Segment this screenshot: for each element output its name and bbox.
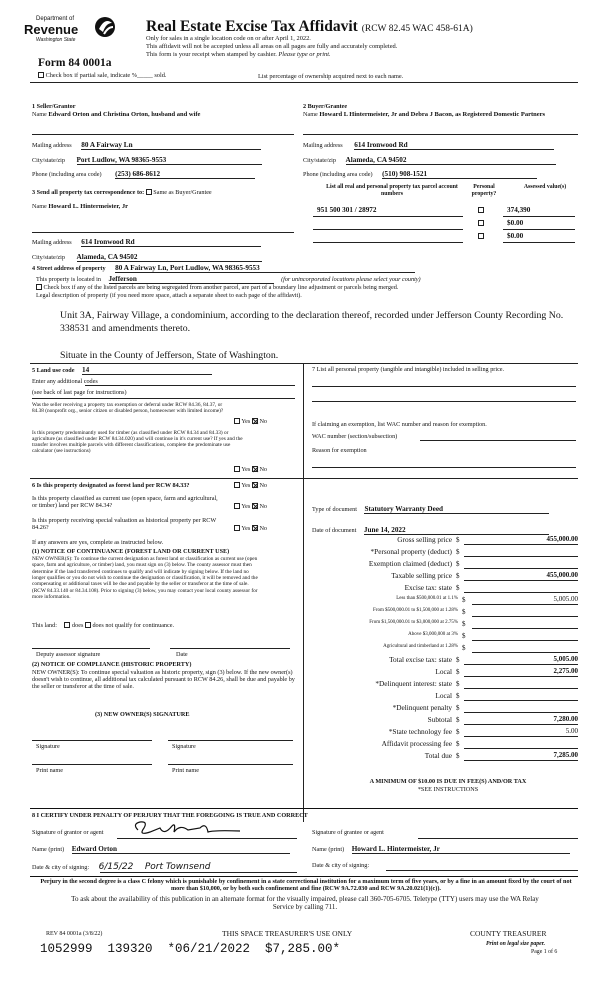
land-use-code[interactable]: 14 [82, 366, 212, 375]
grantor-date[interactable]: 6/15/22 [98, 862, 134, 872]
notice-compliance-title: (2) NOTICE OF COMPLIANCE (HISTORIC PROPERTY) [32, 661, 192, 668]
doc-date[interactable]: June 14, 2022 [364, 526, 549, 535]
tax-row-dollar: $ [462, 620, 466, 628]
see-instructions: *SEE INSTRUCTIONS [417, 786, 479, 793]
current-use-no-checkbox[interactable] [252, 503, 258, 509]
timber-yes-no [234, 466, 267, 473]
correspondence-name[interactable]: Howard L. Hintermeister, Jr [48, 203, 129, 210]
tax-row-dollar: $ [456, 656, 460, 664]
parcel-col-header: List all real and personal property tax parcel account numbers [326, 184, 458, 197]
correspondence-name-row [32, 203, 128, 210]
tax-row-dollar: $ [456, 536, 460, 544]
tax-row-dollar: $ [462, 608, 466, 616]
buyer-name-row [303, 111, 573, 118]
tax-row-dollar: $ [456, 548, 460, 556]
certify-heading: 8 I CERTIFY UNDER PENALTY OF PERJURY THAT THE FOREGOING IS TRUE AND CORRECT [32, 812, 308, 819]
tax-row [312, 631, 578, 643]
tax-row-value[interactable]: 7,280.00 [464, 715, 578, 725]
percentage-note: List percentage of ownership acquired next to each name. [258, 73, 404, 80]
current-use-yes-checkbox[interactable] [234, 503, 240, 509]
notice-continuance-body: NEW OWNER(S): To continue the current designation as forest land or classification as current use (open space, farm and agriculture, or timber) land, you must sign on (3) below. The county assessor must then determine if the land transferred continues to qualify and will indicate by signing below. If the land no longer qualifies or you do not wish to continue the designation or classification, it will be removed and the compensating or additional taxes will be due and payable by the seller or transferor at the time of sale. (RCW 84.33.140 or 84.34.108). Prior to signing (3) below, you may contact your local county assessor for more information. [32, 556, 258, 601]
tax-row-dollar: $ [456, 668, 460, 676]
grantor-name-label: Name (print) [32, 846, 65, 853]
timber-question [32, 430, 252, 454]
grantee-name-label: Name (print) [312, 846, 345, 853]
partial-sale-label: Check box if partial sale, indicate %_____ sold. [45, 72, 167, 79]
tax-row-label: *State technology fee [388, 727, 452, 736]
legal-size-note: Print on legal size paper. [486, 941, 546, 947]
same-as-buyer-checkbox[interactable] [146, 189, 152, 195]
tax-row [312, 595, 578, 607]
does-checkbox[interactable] [64, 622, 70, 628]
tax-row-label: Subtotal [427, 715, 452, 724]
partial-sale-row[interactable] [38, 72, 166, 79]
grantee-date-label: Date & city of signing: [312, 862, 370, 869]
tax-row-dollar: $ [462, 596, 466, 604]
tax-row-value[interactable] [472, 631, 578, 641]
tax-row-label: Agricultural and timberland at 1.28% [383, 644, 458, 649]
historic-yes-label: Yes [241, 525, 251, 532]
tax-row-value[interactable] [472, 619, 578, 629]
doc-date-label: Date of document [312, 527, 357, 534]
exemption-question: Was the seller receiving a property tax exemption or deferral under RCW 84.36, 84.37, or 84.38 (nonprofit org., senior citizen or disabled person, homeowner with limited income)? [32, 402, 224, 415]
tax-row [312, 559, 578, 571]
seller-name-label: Name [32, 111, 47, 118]
current-use-yes-label: Yes [241, 503, 251, 510]
grantor-name-row [32, 845, 290, 854]
cashier-stamp: 1052999 139320 *06/21/2022 $7,285.00* [40, 942, 341, 956]
tax-row [312, 619, 578, 631]
additional-codes-label: Enter any additional codes [32, 378, 98, 385]
legal-label: Legal description of property (if you need more space, attach a separate sheet to each page of the affidavit). [36, 292, 302, 299]
form-revision: REV 84 0001a (3/8/22) [46, 931, 103, 937]
personal-property-checkbox[interactable] [478, 207, 484, 213]
minimum-due: A MINIMUM OF $10.00 IS DUE IN FEE(S) AND/OR TAX [369, 778, 527, 785]
tax-row-label: Exemption claimed (deduct) [368, 559, 452, 568]
seller-mailing-label: Mailing address [32, 142, 72, 149]
buyer-heading: 2 Buyer/Grantee [303, 103, 348, 110]
tax-row-dollar: $ [456, 728, 460, 736]
buyer-name-label: Name [303, 111, 318, 118]
tax-row-value[interactable]: 5.00 [464, 727, 578, 737]
assessed-value[interactable]: 374,390 [507, 206, 531, 214]
buyer-city-label: City/state/zip [303, 157, 336, 164]
seller-mailing[interactable]: 80 A Fairway Ln [81, 141, 261, 150]
segregated-checkbox[interactable] [36, 284, 42, 290]
form-title-text: Real Estate Excise Tax Affidavit [146, 18, 358, 35]
header-note-3-italic: Please type or print. [278, 51, 331, 58]
seller-phone-label: Phone (including area code) [32, 171, 102, 178]
tax-row-dollar: $ [456, 704, 460, 712]
personal-property-col-header: Personal property? [471, 184, 497, 197]
tax-row-label: *Delinquent interest: state [375, 679, 452, 688]
tax-row-dollar: $ [462, 632, 466, 640]
exemption-no-checkbox[interactable] [252, 418, 258, 424]
accessibility-notice: To ask about the availability of this publication in an alternate format for the visually impaired, please call 360-705-6705. Teletype (TTY) users may use the WA Relay Service by calling 711. [71, 895, 539, 912]
new-owner-signature-1: Signature [36, 743, 60, 750]
tax-row-value[interactable]: 7,285.00 [464, 751, 578, 761]
new-owner-signature-heading: (3) NEW OWNER(S) SIGNATURE [95, 711, 190, 718]
buyer-city-row [303, 156, 556, 165]
tax-row-label: Local [435, 667, 452, 676]
timber-no-checkbox[interactable] [252, 466, 258, 472]
notice-compliance-body: NEW OWNER(S): To continue special valuation as historic property, sign (3) below. If the new owner(s) doesn't wish to continue, all additional tax calculated pursuant to RCW 84.26, shall be due and payable by the seller or transferor at the time of sale. [32, 669, 295, 691]
forest-no-checkbox[interactable] [252, 482, 258, 488]
grantee-name-row [312, 845, 570, 854]
partial-sale-checkbox[interactable] [38, 72, 44, 78]
buyer-mailing[interactable]: 614 Ironwood Rd [354, 141, 554, 150]
tax-row [312, 655, 578, 667]
forest-yes-checkbox[interactable] [234, 482, 240, 488]
county-treasurer: COUNTY TREASURER [470, 929, 547, 938]
tax-row [312, 703, 578, 715]
seller-city[interactable]: Port Ludlow, WA 98365-9553 [77, 156, 262, 165]
does-label: does [72, 622, 84, 629]
buyer-mailing-label: Mailing address [303, 142, 343, 149]
does-not-checkbox[interactable] [85, 622, 91, 628]
tax-row-dollar: $ [456, 740, 460, 748]
tax-row-value[interactable] [472, 607, 578, 617]
grantee-name[interactable]: Howard L. Hintermeister, Jr [352, 845, 570, 854]
timber-no-label: No [259, 466, 267, 473]
tax-row-value[interactable] [464, 547, 578, 557]
personal-property-heading: 7 List all personal property (tangible and intangible) included in selling price. [312, 366, 505, 373]
header-note-3-text: This form is your receipt when stamped by cashier. [146, 51, 277, 58]
deputy-signature-label: Deputy assessor signature [36, 651, 101, 658]
tax-row-label: Total excise tax: state [389, 655, 452, 664]
legal-description[interactable]: Unit 3A, Fairway Village, a condominium, according to the declaration thereof, recorded under Jefferson County Recording No. 338531 and amendments thereto. [60, 310, 564, 334]
tax-row [312, 607, 578, 619]
timber-yes-checkbox[interactable] [234, 466, 240, 472]
timber-yes-label: Yes [241, 466, 251, 473]
tax-row-dollar: $ [462, 644, 466, 652]
buyer-phone-label: Phone (including area code) [303, 171, 373, 178]
forest-land-question: 6 Is this property designated as forest land per RCW 84.33? [32, 482, 190, 489]
tax-row-label: Gross selling price [397, 535, 452, 544]
tax-row-label: Less than $500,000.01 at 1.1% [396, 596, 458, 601]
tax-row-label: Affidavit processing fee [381, 739, 452, 748]
seller-city-label: City/state/zip [32, 157, 65, 164]
grantor-date-row [32, 862, 210, 872]
dor-logo-mark [94, 15, 116, 39]
wac-label: WAC number (section/subsection) [312, 433, 398, 440]
correspondence-city-label: City/state/zip [32, 254, 65, 261]
seller-heading: 1 Seller/Grantor [32, 103, 76, 110]
tax-row-label: From $1,500,000.01 to $3,000,000 at 2.75% [369, 620, 458, 625]
tax-row [312, 715, 578, 727]
tax-row-value[interactable] [464, 703, 578, 713]
tax-table [312, 535, 578, 763]
doc-type-label: Type of document [312, 506, 357, 513]
does-not-label: does not qualify for continuance. [92, 622, 175, 629]
tax-row [312, 643, 578, 655]
doc-type-row [312, 505, 549, 514]
header-note-2: This affidavit will not be accepted unless all areas on all pages are fully and accurately completed. [146, 43, 398, 50]
tax-row-value[interactable]: 5,005.00 [472, 595, 578, 605]
tax-row-value[interactable]: 2,275.00 [464, 667, 578, 677]
buyer-name[interactable]: Howard L Hintermeister, Jr and Debra J Bacon, as Registered Domestic Partners [319, 111, 546, 118]
seller-name[interactable]: Edward Orton and Christina Orton, husband and wife [48, 111, 201, 118]
historic-yes-no [234, 525, 267, 532]
tax-row-dollar: $ [456, 560, 460, 568]
seller-name-row [32, 111, 294, 118]
historic-no-label: No [259, 525, 267, 532]
tax-row-label: *Personal property (deduct) [370, 547, 452, 556]
correspondence-mailing-row [32, 238, 261, 247]
form-number: Form 84 0001a [38, 57, 112, 69]
tax-row-value[interactable] [472, 643, 578, 653]
tax-row [312, 535, 578, 547]
forest-yes-label: Yes [241, 482, 251, 489]
assessed-value[interactable]: $0.00 [507, 232, 524, 240]
answers-note: If any answers are yes, complete as instructed below. [32, 539, 164, 546]
correspondence-mailing-label: Mailing address [32, 239, 72, 246]
assessed-value-col-header: Assessed value(s) [523, 184, 567, 190]
correspondence-mailing[interactable]: 614 Ironwood Rd [81, 238, 261, 247]
tax-row-value[interactable] [464, 679, 578, 689]
see-back-note: (see back of last page for instructions) [32, 389, 127, 396]
tax-row [312, 667, 578, 679]
deputy-date-label: Date [176, 651, 188, 658]
dor-logo [22, 14, 130, 56]
current-use-no-label: No [259, 503, 267, 510]
property-located-note: (for unincorporated locations please select your county) [281, 276, 421, 283]
doc-type[interactable]: Statutory Warranty Deed [364, 505, 549, 514]
grantor-date-label: Date & city of signing: [32, 864, 90, 871]
correspondence-heading: 3 Send all property tax correspondence to: [32, 189, 145, 196]
seller-phone[interactable]: (253) 686-8612 [115, 170, 255, 179]
exemption-claim-label: If claiming an exemption, list WAC number and reason for exemption. [312, 421, 487, 428]
tax-row-label: From $500,000.01 to $1,500,000 at 1.28% [373, 608, 458, 613]
property-heading: 4 Street address of property [32, 265, 106, 272]
new-owner-print-1: Print name [36, 767, 63, 774]
this-land-row [32, 622, 174, 629]
tax-row-dollar: $ [456, 692, 460, 700]
exemption-yes-no [234, 418, 267, 425]
dor-logo-dept: Department of [36, 16, 75, 22]
tax-row-label: Total due [424, 751, 452, 760]
grantee-signature-label: Signature of grantee or agent [312, 829, 384, 836]
current-use-yes-no [234, 503, 267, 510]
forest-yes-no [234, 482, 267, 489]
perjury-notice: Perjury in the second degree is a class C felony which is punishable by confinement in a state correctional institution for a maximum term of five years, or by a fine in an amount fixed by the court of not more than $10,000, or by both such confinement and fine (RCW 9A.72.030 and RCW 9A.20.021(1)(c)). [40, 878, 572, 893]
page-number: Page 1 of 6 [531, 949, 558, 955]
tax-row-label: Above $3,000,000 at 3% [408, 632, 458, 637]
property-street[interactable]: 80 A Fairway Ln, Port Ludlow, WA 98365-9553 [115, 264, 415, 273]
correspondence-city-row [32, 253, 262, 262]
personal-property-checkbox[interactable] [478, 220, 484, 226]
correspondence-name-label: Name [32, 203, 47, 210]
header-note-3 [146, 51, 331, 58]
land-use-row [32, 366, 212, 375]
same-as-buyer-label: Same as Buyer/Grantee [153, 189, 212, 196]
seller-mailing-row [32, 141, 261, 150]
dor-logo-revenue: Revenue [24, 22, 79, 37]
grantor-signature-label: Signature of grantor or agent [32, 829, 104, 836]
tax-row-label: Taxable selling price [391, 571, 452, 580]
tax-row-dollar: $ [456, 716, 460, 724]
tax-row [312, 727, 578, 739]
buyer-city[interactable]: Alameda, CA 94502 [346, 156, 556, 165]
exemption-yes-label: Yes [241, 418, 251, 425]
tax-row [312, 679, 578, 691]
grantor-signature-row [32, 829, 103, 836]
tax-row [312, 571, 578, 583]
personal-property-checkbox[interactable] [478, 233, 484, 239]
seller-city-row [32, 156, 262, 165]
tax-row-value[interactable]: 5,005.00 [464, 655, 578, 665]
buyer-phone-row [303, 170, 537, 179]
dor-logo-state: Washington State [36, 37, 76, 43]
segregated-row[interactable] [36, 284, 398, 291]
land-use-heading: 5 Land use code [32, 367, 75, 374]
grantor-city[interactable]: Port Townsend [144, 862, 211, 872]
property-located[interactable]: Jefferson [109, 275, 274, 284]
correspondence-row [32, 189, 212, 196]
new-owner-signature-2: Signature [172, 743, 196, 750]
parcel-row [313, 206, 575, 218]
property-located-label: This property is located in [36, 276, 101, 283]
tax-row-dollar: $ [456, 752, 460, 760]
historic-yes-checkbox[interactable] [234, 525, 240, 531]
correspondence-city[interactable]: Alameda, CA 94502 [77, 253, 262, 262]
tax-row-value[interactable] [464, 739, 578, 749]
buyer-mailing-row [303, 141, 554, 150]
tax-row-value[interactable]: 455,000.00 [464, 571, 578, 581]
tax-row-dollar: $ [456, 584, 460, 592]
this-land-label: This land: [32, 622, 57, 629]
tax-row [312, 751, 578, 763]
tax-row [312, 547, 578, 559]
timber-question-text: Is this property predominantly used for timber (as classified under RCW 84.34 and 84.33) or agriculture (as classified under RCW 84.34.020) and will continue in it's current use? If yes and the transfer involves multiple parcels with different classifications, complete the predominate use calculator (see instructions) [32, 430, 243, 455]
segregated-label: Check box if any of the listed parcels are being segregated from another parcel, are part of a boundary line adjustment or parcels being merged. [43, 284, 399, 291]
new-owner-print-2: Print name [172, 767, 199, 774]
historic-question: Is this property receiving special valuation as historical property per RCW 84.26? [32, 517, 217, 532]
parcel-row [313, 219, 575, 231]
situate-line: Situate in the County of Jefferson, State of Washington. [60, 350, 279, 361]
grantor-signature-scribble[interactable] [130, 818, 250, 840]
tax-row-dollar: $ [456, 572, 460, 580]
notice-continuance-title: (1) NOTICE OF CONTINUANCE (FOREST LAND OR CURRENT USE) [32, 548, 230, 555]
tax-row-value[interactable]: 455,000.00 [464, 535, 578, 545]
form-title [146, 18, 473, 36]
exemption-reason-label: Reason for exemption [312, 447, 367, 454]
tax-row [312, 739, 578, 751]
buyer-phone[interactable]: (510) 908-1521 [382, 170, 537, 179]
forest-no-label: No [259, 482, 267, 489]
tax-row [312, 691, 578, 703]
assessed-value[interactable]: $0.00 [507, 219, 524, 227]
tax-row-label: Local [435, 691, 452, 700]
tax-row-label: *Delinquent penalty [392, 703, 452, 712]
treasurer-use-only: THIS SPACE TREASURER'S USE ONLY [222, 929, 353, 938]
seller-phone-row [32, 170, 255, 179]
tax-row-value[interactable] [464, 583, 578, 593]
form-title-ref: (RCW 82.45 WAC 458-61A) [361, 24, 473, 34]
grantor-name[interactable]: Edward Orton [72, 845, 290, 854]
parcel-number[interactable]: 951 500 301 / 28972 [317, 206, 377, 214]
parcel-row [313, 232, 575, 244]
tax-row-label: Excise tax: state [404, 583, 452, 592]
doc-date-row [312, 526, 549, 535]
property-street-row [32, 264, 415, 273]
tax-row-value[interactable] [464, 559, 578, 569]
header-note-1: Only for sales in a single location code on or after April 1, 2022. [146, 35, 311, 42]
exemption-yes-checkbox[interactable] [234, 418, 240, 424]
exemption-no-label: No [259, 418, 267, 425]
property-located-row [36, 275, 421, 284]
current-use-question: Is this property classified as current use (open space, farm and agricultural, or timber) land per RCW 84.34? [32, 495, 218, 510]
tax-row-dollar: $ [456, 680, 460, 688]
historic-no-checkbox[interactable] [252, 525, 258, 531]
tax-row-value[interactable] [464, 691, 578, 701]
tax-row [312, 583, 578, 595]
